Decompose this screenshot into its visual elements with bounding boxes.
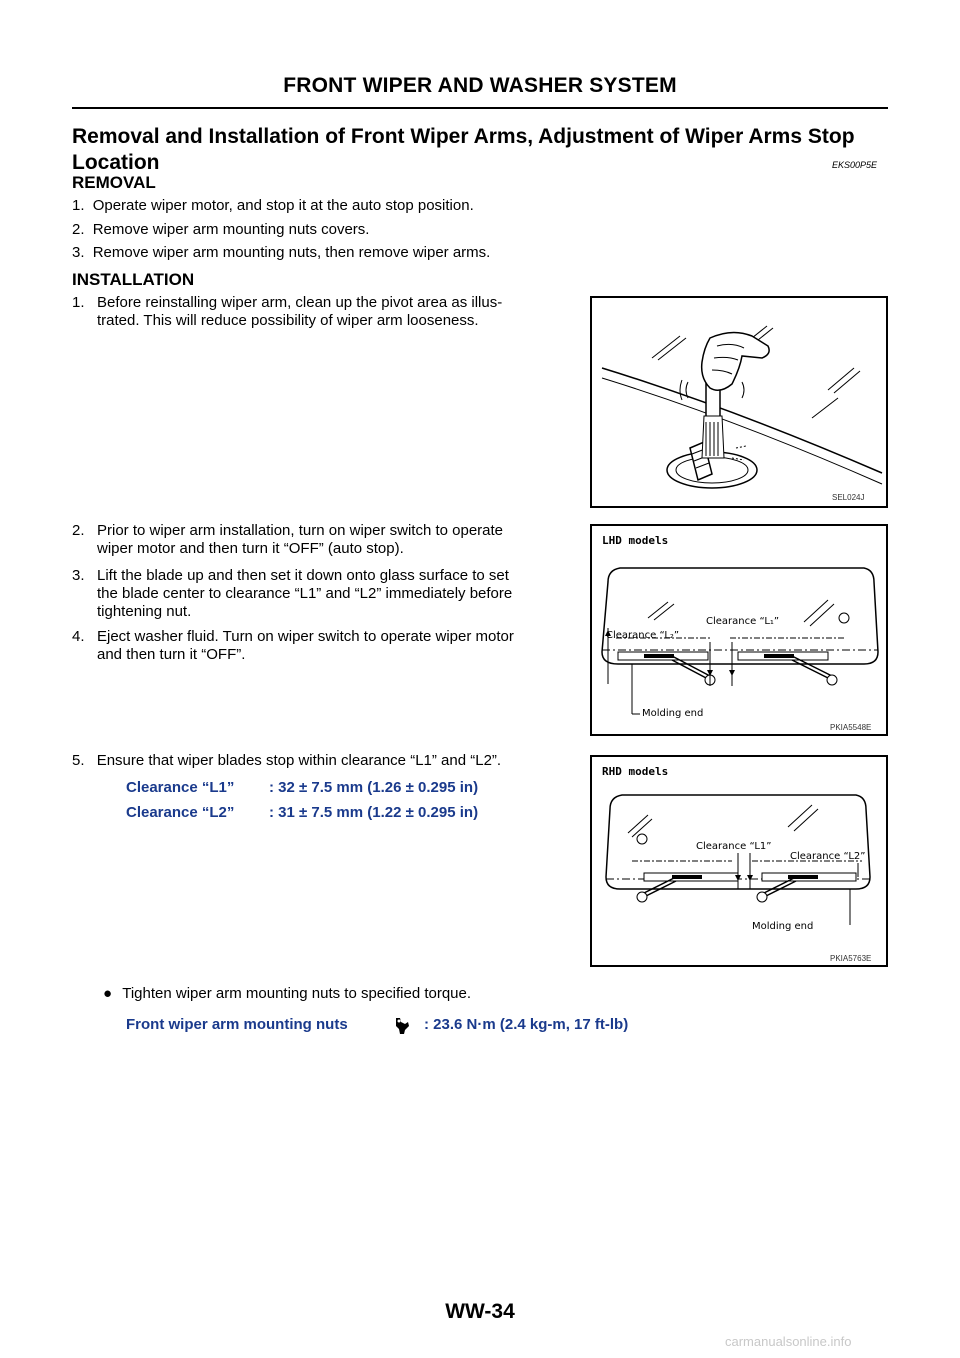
step-number: 2. [72, 221, 85, 238]
torque-label: Front wiper arm mounting nuts [126, 1016, 348, 1033]
figure-title: RHD models [602, 765, 669, 778]
step-text-line1: Before reinstalling wiper arm, clean up the pivot area as illus- [97, 294, 503, 311]
step-text-line3: tightening nut. [97, 603, 192, 620]
figure-title: LHD models [602, 534, 669, 547]
label-clearance-l1: Clearance “L₁” [706, 616, 780, 627]
bullet-icon: ● [103, 985, 113, 1002]
bullet-text: Tighten wiper arm mounting nuts to specified torque. [122, 985, 472, 1002]
label-clearance-l2: Clearance “L2” [790, 851, 866, 862]
figure-lhd-models [590, 524, 888, 736]
installation-step-4 [72, 628, 580, 664]
installation-step-1 [72, 294, 580, 330]
section-title [72, 124, 888, 176]
installation-step-3 [72, 567, 580, 621]
removal-heading: REMOVAL [72, 173, 156, 192]
step-text-line1: Prior to wiper arm installation, turn on wiper switch to operate [97, 522, 504, 539]
step-text-line1: Eject washer fluid. Turn on wiper switch to operate wiper motor [97, 628, 514, 645]
figure-rhd-models [590, 755, 888, 967]
page-number: WW-34 [445, 1300, 515, 1323]
step-text: Remove wiper arm mounting nuts, then remove wiper arms. [92, 244, 491, 261]
step-number: 3. [72, 244, 85, 261]
step-number: 2. [72, 522, 85, 539]
label-molding-end: Molding end [642, 708, 704, 719]
installation-step-2 [72, 522, 580, 558]
figure-pivot-cleaning [590, 296, 888, 508]
figure-code: PKIA5763E [830, 954, 872, 963]
torque-value: : 23.6 N·m (2.4 kg-m, 17 ft-lb) [424, 1016, 629, 1033]
step-number: 1. [72, 197, 85, 214]
step-text-line2: trated. This will reduce possibility of wiper arm looseness. [97, 312, 479, 329]
step-number: 5. [72, 752, 85, 769]
clearance-l1-value: : 32 ± 7.5 mm (1.26 ± 0.295 in) [269, 779, 479, 796]
clearance-l2-value: : 31 ± 7.5 mm (1.22 ± 0.295 in) [269, 804, 479, 821]
label-clearance-l2: Clearance “L₂” [606, 630, 680, 641]
bullet-item [103, 985, 471, 1003]
watermark: carmanualsonline.info [725, 1334, 852, 1349]
step-text-line1: Lift the blade up and then set it down onto glass surface to set [97, 567, 509, 584]
figure-code: SEL024J [832, 493, 865, 502]
installation-heading: INSTALLATION [72, 270, 195, 289]
clearance-l2-label: Clearance “L2” [126, 804, 235, 821]
step-text-line2: the blade center to clearance “L1” and “L2” immediately before [97, 585, 513, 602]
step-text: Remove wiper arm mounting nuts covers. [92, 221, 370, 238]
step-number: 1. [72, 294, 85, 311]
figure-code: PKIA5548E [830, 723, 872, 732]
pivot-cleaning-illustration [592, 298, 886, 506]
section-title-line2: Location [72, 151, 160, 174]
step-number: 3. [72, 567, 85, 584]
section-title-line1: Removal and Installation of Front Wiper Arms, Adjustment of Wiper Arms Stop [72, 125, 855, 148]
header-divider [72, 107, 888, 109]
section-code: EKS00P5E [832, 160, 878, 170]
removal-step-2 [72, 221, 572, 239]
clearance-l1-label: Clearance “L1” [126, 779, 235, 796]
torque-wrench-icon [393, 1016, 411, 1036]
label-clearance-l1: Clearance “L1” [696, 841, 772, 852]
installation-step-5 [72, 752, 580, 770]
step-text: Operate wiper motor, and stop it at the auto stop position. [92, 197, 474, 214]
step-text-line2: wiper motor and then turn it “OFF” (auto stop). [97, 540, 404, 557]
step-text-line2: and then turn it “OFF”. [97, 646, 246, 663]
page-header-title: FRONT WIPER AND WASHER SYSTEM [283, 74, 677, 97]
step-number: 4. [72, 628, 85, 645]
label-molding-end: Molding end [752, 921, 814, 932]
removal-step-3 [72, 244, 572, 262]
step-text: Ensure that wiper blades stop within clearance “L1” and “L2”. [96, 752, 502, 769]
removal-step-1 [72, 197, 572, 215]
